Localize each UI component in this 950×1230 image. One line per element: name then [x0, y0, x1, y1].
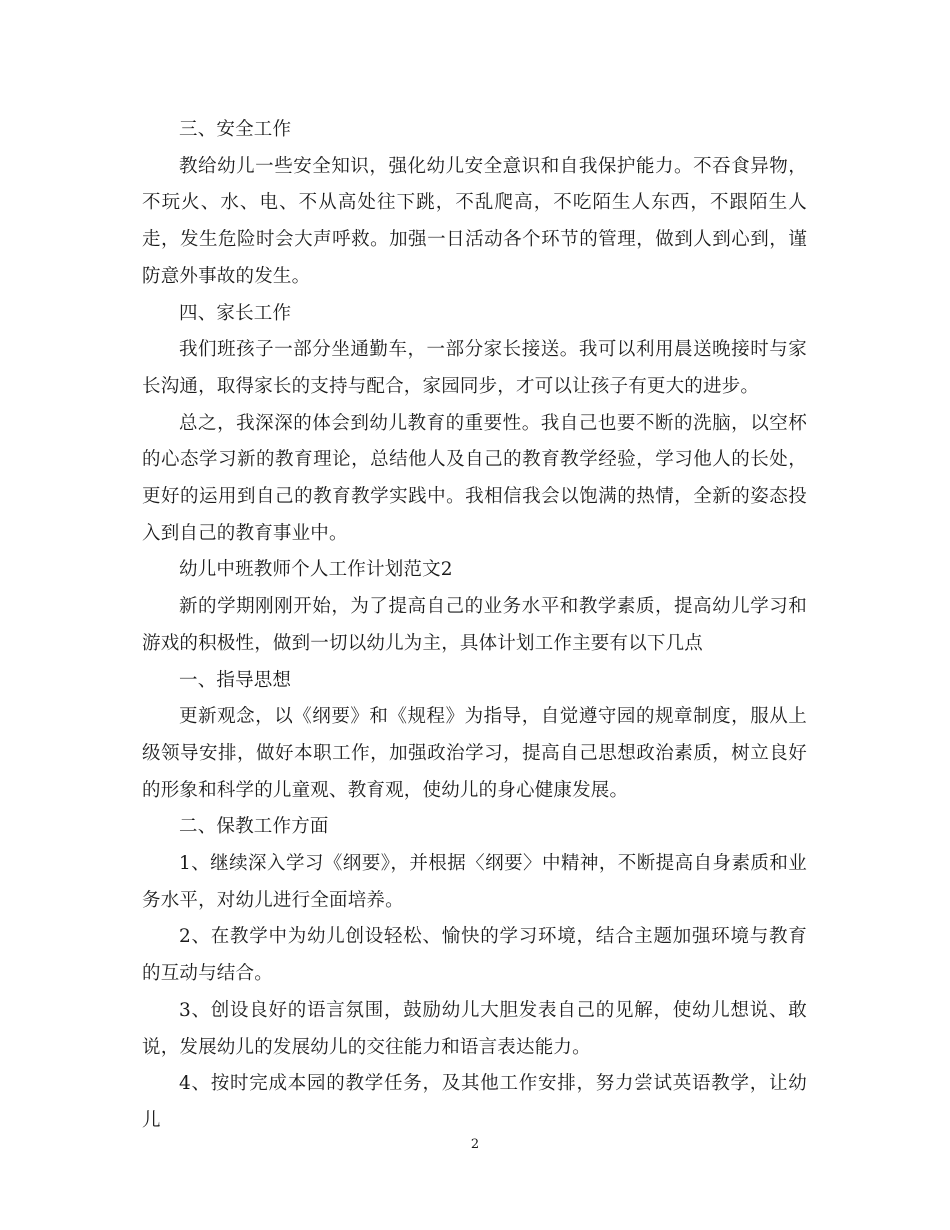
list-item: 2、在教学中为幼儿创设轻松、愉快的学习环境，结合主题加强环境与教育的互动与结合。 [142, 926, 807, 985]
list-item: 4、按时完成本园的教学任务，及其他工作安排，努力尝试英语教学，让幼儿 [142, 1073, 807, 1131]
document-body [142, 112, 807, 1140]
list-item: 1、继续深入学习《纲要》，并根据〈纲要〉中精神，不断提高自身素质和业务水平，对幼儿进行全面培养。 [142, 853, 807, 911]
document-subtitle: 幼儿中班教师个人工作计划范文2 [179, 559, 453, 581]
page-number: 2 [470, 1137, 480, 1152]
paragraph-guiding: 更新观念，以《纲要》和《规程》为指导，自觉遵守园的规章制度，服从上级领导安排，做好本职工作，加强政治学习，提高自己思想政治素质，树立良好的形象和科学的儿童观、教育观，使幼儿的身心健康发展。 [142, 706, 807, 801]
section-heading-teaching: 二、保教工作方面 [179, 816, 329, 838]
paragraph-intro: 新的学期刚刚开始，为了提高自己的业务水平和教学素质，提高幼儿学习和游戏的积极性，做到一切以幼儿为主，具体计划工作主要有以下几点 [142, 596, 807, 654]
section-heading-guiding: 一、指导思想 [179, 669, 292, 691]
paragraph-conclusion: 总之，我深深的体会到幼儿教育的重要性。我自己也要不断的洗脑，以空杯的心态学习新的教育理论，总结他人及自己的教育教学经验，学习他人的长处，更好的运用到自己的教育教学实践中。我相信我会以饱满的热情，全新的姿态投入到自己的教育事业中。 [142, 412, 807, 544]
section-heading-safety: 三、安全工作 [179, 119, 292, 140]
list-item: 3、创设良好的语言氛围，鼓励幼儿大胆发表自己的见解，使幼儿想说、敢说，发展幼儿的发展幼儿的交往能力和语言表达能力。 [142, 999, 807, 1058]
paragraph-safety: 教给幼儿一些安全知识，强化幼儿安全意识和自我保护能力。不吞食异物，不玩火、水、电、不从高处往下跳，不乱爬高，不吃陌生人东西，不跟陌生人走，发生危险时会大声呼救。加强一日活动各个环节的管理，做到人到心到，谨防意外事故的发生。 [142, 155, 807, 287]
paragraph-parents: 我们班孩子一部分坐通勤车，一部分家长接送。我可以利用晨送晚接时与家长沟通，取得家长的支持与配合，家园同步，才可以让孩子有更大的进步。 [142, 339, 807, 397]
section-heading-parents: 四、家长工作 [179, 302, 292, 324]
